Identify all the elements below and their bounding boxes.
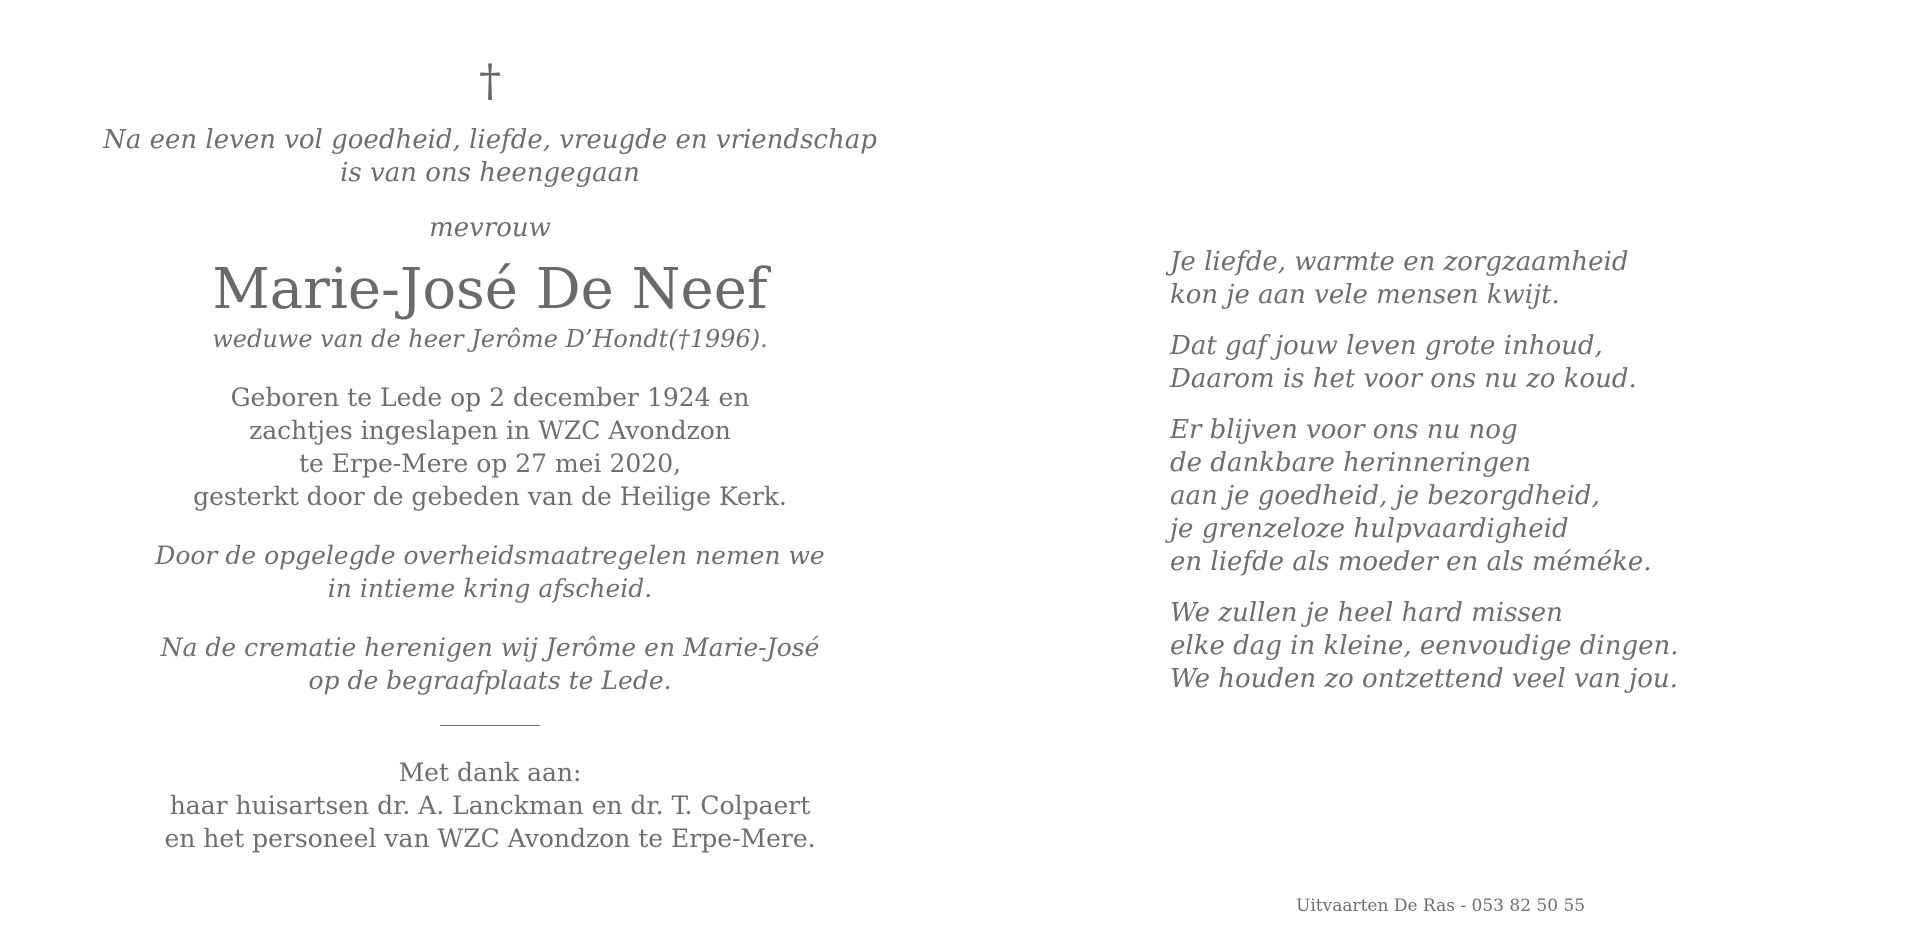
- intro-line: Na een leven vol goedheid, liefde, vreugde en vriendschap: [103, 125, 877, 155]
- cremation-line: op de begraafplaats te Lede.: [308, 666, 672, 695]
- intro-text: [90, 124, 890, 190]
- title-label: mevrouw: [429, 213, 551, 243]
- poem-stanza: [1170, 330, 1870, 396]
- poem-line: Je liefde, warmte en zorgzaamheid: [1170, 247, 1629, 277]
- thanks-paragraph: [90, 756, 890, 855]
- poem-line: elke dag in kleine, eenvoudige dingen.: [1170, 631, 1679, 661]
- poem-line: We zullen je heel hard missen: [1170, 598, 1563, 628]
- widow-line: weduwe van de heer Jerôme D’Hondt(†1996).: [212, 325, 768, 353]
- cremation-paragraph: [90, 631, 890, 697]
- poem-stanza: [1170, 597, 1870, 696]
- left-panel: [90, 56, 890, 855]
- birth-death-line: gesterkt door de gebeden van de Heilige Kerk.: [193, 482, 787, 511]
- birth-death-line: te Erpe-Mere op 27 mei 2020,: [298, 449, 682, 478]
- measures-paragraph: [90, 539, 890, 605]
- deceased-name: Marie-José De Neef: [212, 257, 768, 322]
- measures-line: Door de opgelegde overheidsmaatregelen nemen we: [155, 541, 825, 570]
- poem-line: de dankbare herinneringen: [1170, 448, 1532, 478]
- birth-death-line: Geboren te Lede op 2 december 1924 en: [230, 383, 750, 412]
- poem-line: We houden zo ontzettend veel van jou.: [1170, 664, 1678, 694]
- measures-line: in intieme kring afscheid.: [327, 574, 653, 603]
- intro-line: is van ons heengegaan: [340, 158, 640, 188]
- poem: [1170, 246, 1870, 714]
- poem-stanza: [1170, 414, 1870, 579]
- birth-death-line: zachtjes ingeslapen in WZC Avondzon: [249, 416, 731, 445]
- divider-line: [440, 725, 540, 726]
- poem-stanza: [1170, 246, 1870, 312]
- poem-line: kon je aan vele mensen kwijt.: [1170, 280, 1560, 310]
- funeral-home-footer: Uitvaarten De Ras - 053 82 50 55: [1296, 896, 1586, 916]
- birth-death-paragraph: [90, 381, 890, 513]
- cross-symbol: †: [479, 56, 501, 107]
- poem-line: en liefde als moeder en als méméke.: [1170, 547, 1652, 577]
- thanks-line: haar huisartsen dr. A. Lanckman en dr. T. Colpaert: [169, 791, 811, 820]
- poem-line: je grenzeloze hulpvaardigheid: [1170, 514, 1569, 544]
- thanks-line: Met dank aan:: [398, 758, 582, 787]
- cremation-line: Na de crematie herenigen wij Jerôme en Marie-José: [160, 633, 820, 662]
- poem-line: Daarom is het voor ons nu zo koud.: [1170, 364, 1637, 394]
- poem-line: aan je goedheid, je bezorgdheid,: [1170, 481, 1600, 511]
- thanks-line: en het personeel van WZC Avondzon te Erpe-Mere.: [164, 824, 816, 853]
- poem-line: Dat gaf jouw leven grote inhoud,: [1170, 331, 1603, 361]
- poem-line: Er blijven voor ons nu nog: [1170, 415, 1518, 445]
